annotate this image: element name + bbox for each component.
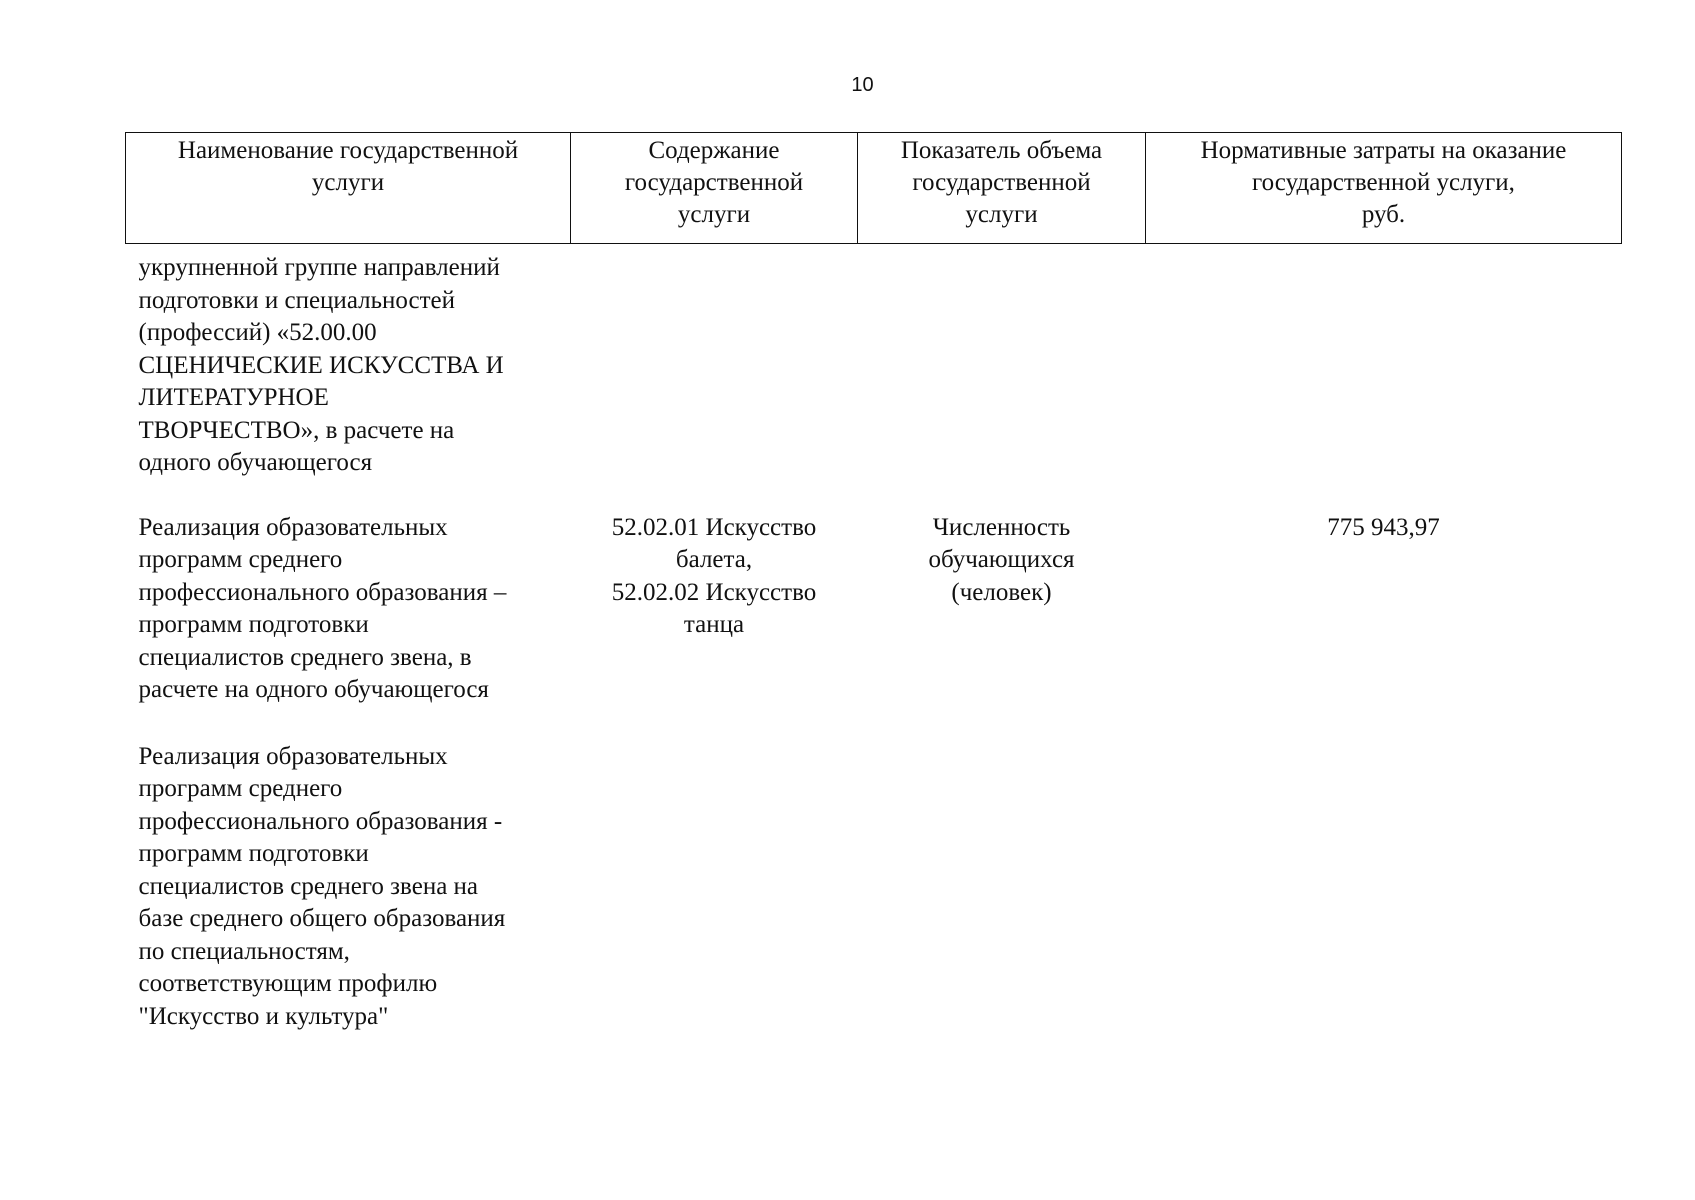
text-line: Численность (932, 513, 1071, 541)
text-line: СЦЕНИЧЕСКИЕ ИСКУССТВА И (138, 351, 504, 379)
header-text-line: услуги (965, 201, 1038, 228)
text-line: (профессий) «52.00.00 (138, 319, 377, 346)
text-line: 52.02.02 Искусство (611, 578, 817, 606)
cell-service-content (571, 480, 858, 707)
page-number: 10 (851, 74, 874, 96)
text-line: танца (683, 611, 745, 638)
header-text-line: услуги (311, 169, 385, 196)
header-service-content (571, 133, 858, 244)
header-text-line: Наименование государственной (177, 137, 519, 164)
header-text-line: государственной (912, 169, 1091, 196)
cell-normative-cost (1146, 244, 1622, 480)
table-header-row (126, 133, 1622, 244)
text-line: обучающихся (928, 546, 1075, 573)
table-row (126, 707, 1622, 1034)
text-line: одного обучающегося (138, 449, 373, 476)
text-line: укрупненной группе направлений (138, 254, 500, 281)
text-line: 52.02.01 Искусство (611, 513, 817, 541)
header-text-line: руб. (1361, 201, 1406, 228)
header-normative-cost (1146, 133, 1622, 244)
norms-table (125, 132, 1622, 1033)
text-line: программ подготовки (138, 840, 369, 867)
header-text-line: Показатель объема (900, 137, 1103, 164)
text-line: по специальностям, (138, 937, 350, 965)
cell-volume-indicator (858, 480, 1146, 707)
text-line: специалистов среднего звена, в (138, 643, 472, 671)
header-volume-indicator (858, 133, 1146, 244)
text-line: ТВОРЧЕСТВО», в расчете на (138, 416, 455, 444)
text-line: программ среднего (138, 775, 343, 802)
text-line: профессионального образования - (138, 807, 503, 835)
text-line: подготовки и специальностей (138, 286, 456, 314)
text-line: базе среднего общего образования (138, 905, 506, 932)
table-row (126, 244, 1622, 480)
cell-normative-cost (1146, 707, 1622, 1034)
text-line: расчете на одного обучающегося (138, 676, 489, 703)
header-text-line: Содержание (648, 137, 780, 164)
header-text-line: государственной услуги, (1252, 169, 1515, 196)
cell-normative-cost (1146, 480, 1622, 707)
text-line: ЛИТЕРАТУРНОЕ (138, 384, 329, 411)
header-text-line: государственной (624, 169, 804, 196)
cell-service-content (571, 244, 858, 480)
text-line: профессионального образования – (138, 578, 507, 606)
cell-service-name (126, 707, 571, 1034)
text-line: программ среднего (138, 546, 343, 573)
text-line: "Искусство и культура" (138, 1002, 389, 1030)
text-line: балета, (675, 546, 753, 573)
header-service-name (126, 133, 571, 244)
cost-value: 775 943,97 (1327, 513, 1440, 541)
cell-volume-indicator (858, 244, 1146, 480)
text-line: Реализация образовательных (138, 742, 448, 770)
header-text-line: услуги (677, 201, 751, 228)
header-text-line: Нормативные затраты на оказание (1200, 137, 1567, 164)
table-row (126, 480, 1622, 707)
text-line: специалистов среднего звена на (138, 872, 479, 900)
cell-service-name (126, 244, 571, 480)
cell-volume-indicator (858, 707, 1146, 1034)
cell-service-content (571, 707, 858, 1034)
text-line: (человек) (951, 578, 1052, 606)
cell-service-name (126, 480, 571, 707)
text-line: соответствующим профилю (138, 970, 438, 997)
text-line: программ подготовки (138, 611, 369, 638)
text-line: Реализация образовательных (138, 513, 448, 541)
